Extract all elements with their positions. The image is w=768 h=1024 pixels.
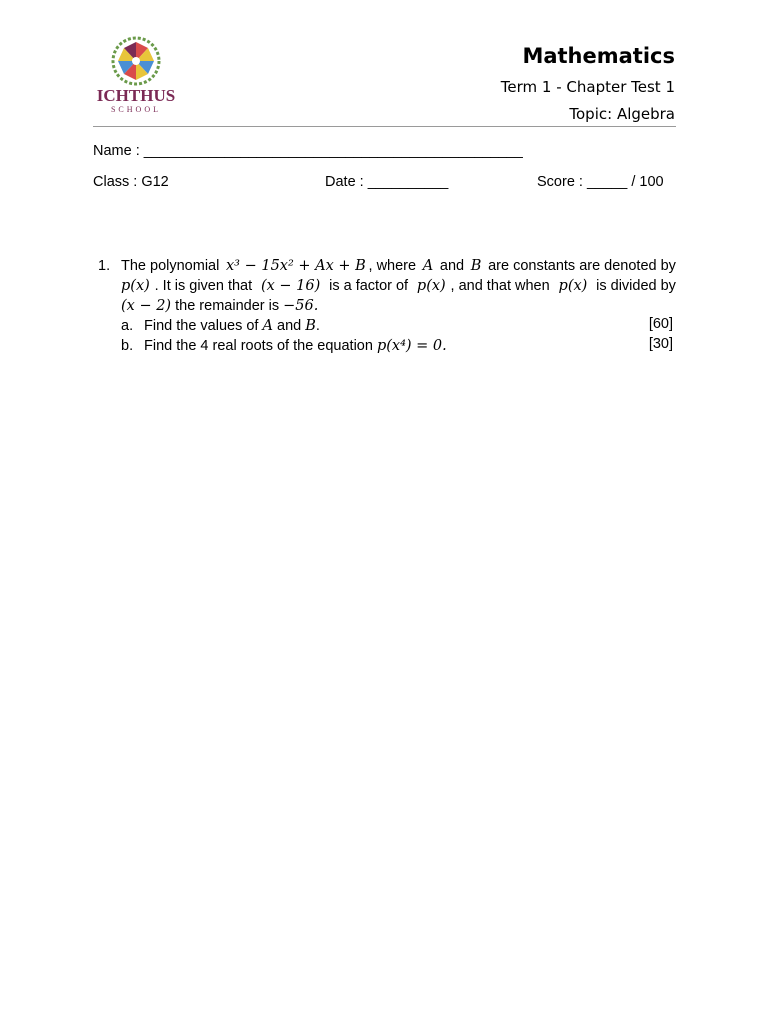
q-expr-factor: (x − 16) [260,278,321,294]
part-a-period: . [315,318,320,334]
school-subtitle: SCHOOL [110,105,161,114]
q-text-8: is divided by [596,278,676,294]
q-expr-px-3: p(x) [558,278,588,294]
part-b-text [144,336,447,356]
q-text-3: and [439,258,465,274]
score-row [537,174,664,190]
subject-title: Mathematics [522,44,675,68]
part-a-expr-b: B [305,318,316,334]
score-blank: _____ [586,174,628,190]
part-a-letter: a. [121,318,134,334]
q-text-2: , where [368,258,417,274]
q-expr-px-2: p(x) [416,278,446,294]
part-b-letter: b. [121,338,134,354]
part-b-expr: p(x⁴) = 0. [376,338,447,354]
q-expr-polynomial: x³ − 15x² + Ax + B [226,258,366,274]
topic-label: Topic: Algebra [569,105,675,123]
name-blank: _______________________________________________ [143,143,523,159]
name-label: Name : [93,143,140,159]
question-text [121,256,676,316]
school-crest-icon [96,36,176,86]
q-expr-b: B [470,258,482,274]
school-logo [96,36,176,118]
q-expr-divisor: (x − 2) [121,298,172,314]
score-label: Score : [537,174,583,190]
term-label: Term 1 - Chapter Test 1 [500,78,675,96]
q-text-4: are constants are denoted by [488,258,676,274]
q-expr-px-1: p(x) [121,278,150,294]
part-b-marks: [30] [648,336,673,352]
part-a-prompt: Find the values of [144,318,259,334]
header-divider [93,126,676,127]
date-blank: __________ [367,174,449,190]
part-b-prompt: Find the 4 real roots of the equation [144,338,373,354]
q-text-1: The polynomial [121,258,220,274]
q-expr-remainder: −56. [283,298,319,314]
q-text-9: the remainder is [175,298,280,314]
q-text-5: . It is given that [154,278,253,294]
part-a-and: and [277,318,302,334]
part-a-marks: [60] [648,316,673,332]
part-a-text [144,316,320,336]
date-row [325,174,448,190]
part-a-expr-a: A [262,318,273,334]
date-label: Date : [325,174,364,190]
name-row [93,143,523,159]
q-text-7: , and that when [450,278,550,294]
q-expr-a: A [422,258,434,274]
class-label: Class : G12 [93,174,169,190]
score-total: / 100 [631,174,664,190]
question-number: 1. [98,258,111,274]
school-name: ICHTHUS [96,86,176,105]
q-text-6: is a factor of [329,278,409,294]
